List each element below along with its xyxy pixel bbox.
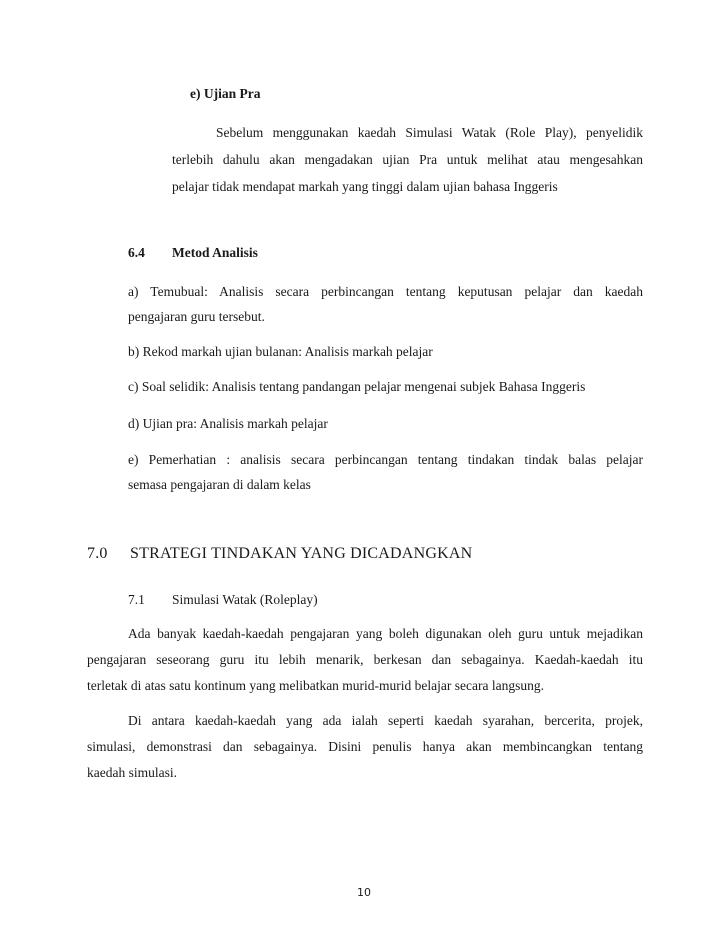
section-6-4-number: 6.4 [128,245,145,260]
section-6-4-title: Metod Analisis [172,245,258,260]
page-number: 10 [357,886,371,899]
item-a-line-2: pengajaran guru tersebut. [128,309,265,324]
paragraph-1-line-2: pengajaran seseorang guru itu lebih menarik, berkesan dan sebagainya. Kaedah-kaedah itu [87,652,643,667]
subsection-e-heading: e) Ujian Pra [190,86,261,101]
section-7-0-number: 7.0 [87,545,108,562]
paragraph-2-line-3: kaedah simulasi. [87,765,177,780]
paragraph-1-line-3: terletak di atas satu kontinum yang melibatkan murid-murid belajar secara langsung. [87,678,544,693]
section-e-line-2: terlebih dahulu akan mengadakan ujian Pra untuk melihat atau mengesahkan [172,152,643,167]
item-d: d) Ujian pra: Analisis markah pelajar [128,416,328,431]
section-e-line-1: Sebelum menggunakan kaedah Simulasi Watak (Role Play), penyelidik [216,125,643,140]
section-7-1-title: Simulasi Watak (Roleplay) [172,592,318,607]
paragraph-2-line-1: Di antara kaedah-kaedah yang ada ialah seperti kaedah syarahan, bercerita, projek, [128,713,643,728]
item-c: c) Soal selidik: Analisis tentang pandangan pelajar mengenai subjek Bahasa Inggeris [128,379,586,394]
paragraph-2-line-2: simulasi, demonstrasi dan sebagainya. Disini penulis hanya akan membincangkan tentang [87,739,643,754]
section-7-1-number: 7.1 [128,592,145,607]
paragraph-1-line-1: Ada banyak kaedah-kaedah pengajaran yang boleh digunakan oleh guru untuk mejadikan [128,626,643,641]
item-b: b) Rekod markah ujian bulanan: Analisis markah pelajar [128,344,433,359]
section-e-line-3: pelajar tidak mendapat markah yang tinggi dalam ujian bahasa Inggeris [172,179,558,194]
item-e-line-1: e) Pemerhatian : analisis secara perbincangan tentang tindakan tindak balas pelajar [128,452,643,467]
item-a-line-1: a) Temubual: Analisis secara perbincangan tentang keputusan pelajar dan kaedah [128,284,643,299]
item-e-line-2: semasa pengajaran di dalam kelas [128,477,311,492]
section-7-0-title: STRATEGI TINDAKAN YANG DICADANGKAN [130,545,473,562]
